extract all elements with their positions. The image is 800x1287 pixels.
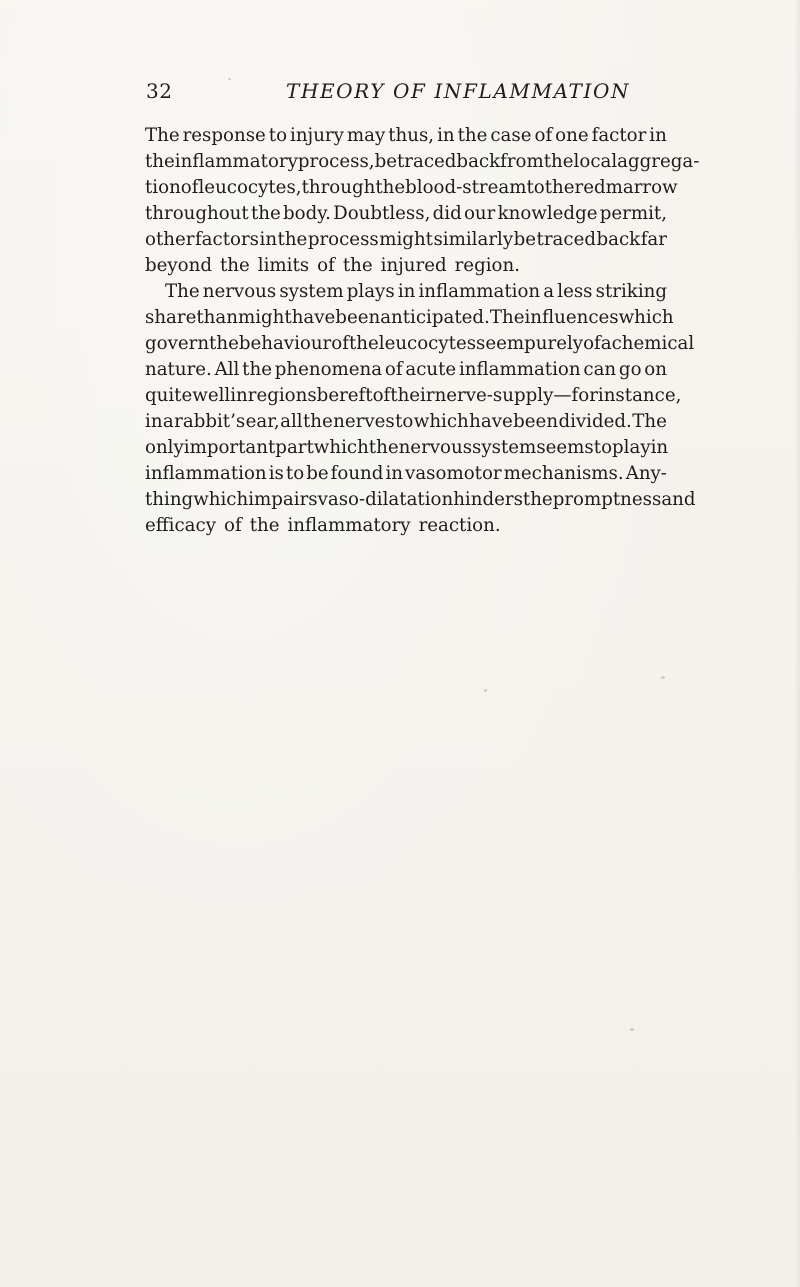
word: in <box>145 411 163 432</box>
word: throughout <box>145 203 249 224</box>
word: did <box>432 203 462 224</box>
word: only <box>145 437 184 458</box>
word: the <box>145 151 175 172</box>
word: a <box>600 333 612 354</box>
word: ear, <box>245 411 280 432</box>
word: mechanisms. <box>503 463 624 484</box>
text-line <box>145 461 667 487</box>
word: traced <box>396 151 457 172</box>
body-text <box>145 123 700 539</box>
word: can <box>583 359 617 380</box>
text-line <box>145 253 667 279</box>
paper-speck <box>228 78 231 80</box>
word: nature. <box>145 359 212 380</box>
word: quite <box>145 385 193 406</box>
word: might <box>237 307 292 328</box>
word: phenomena <box>274 359 383 380</box>
word: the <box>375 177 406 198</box>
word: of <box>384 359 403 380</box>
word: in <box>650 437 669 458</box>
word: leucocytes <box>378 333 477 354</box>
word: impairs <box>248 489 318 510</box>
word: the <box>302 411 333 432</box>
word: local <box>573 151 618 172</box>
word: in <box>230 385 248 406</box>
word: the <box>250 203 281 224</box>
text-line <box>145 331 695 357</box>
text-line <box>145 227 667 253</box>
word: back <box>456 151 501 172</box>
word: aggrega- <box>617 151 700 172</box>
word: behaviour <box>238 333 332 354</box>
word: and <box>661 489 696 510</box>
word: the <box>249 515 280 536</box>
text-line <box>145 487 696 513</box>
word: knowledge <box>497 203 598 224</box>
word: might <box>379 229 433 250</box>
word: in <box>397 281 416 302</box>
word: to <box>268 125 288 146</box>
word: injured <box>380 255 447 276</box>
word: inflammatory <box>174 151 298 172</box>
page-number: 32 <box>146 79 173 103</box>
word: have <box>291 307 336 328</box>
text-line <box>145 357 667 383</box>
word: be <box>306 463 329 484</box>
word: influences <box>524 307 619 328</box>
word: inflammatory <box>287 515 411 536</box>
word: thing <box>145 489 194 510</box>
word: to <box>593 437 613 458</box>
word: back <box>596 229 641 250</box>
word: to <box>526 177 545 198</box>
word: nerves <box>333 411 395 432</box>
word: other <box>145 229 195 250</box>
word: play <box>612 437 651 458</box>
word: the <box>209 333 239 354</box>
word: acute <box>405 359 457 380</box>
word: reaction. <box>418 515 501 536</box>
word: far <box>640 229 667 250</box>
word: The <box>145 125 180 146</box>
word: red <box>574 177 606 198</box>
text-line <box>145 383 682 409</box>
word: process <box>307 229 379 250</box>
word: similarly <box>433 229 514 250</box>
text-line <box>145 123 667 149</box>
word: limits <box>257 255 310 276</box>
word: of <box>317 255 335 276</box>
word: which <box>618 307 674 328</box>
word: the <box>544 177 575 198</box>
word: in <box>649 125 667 146</box>
word: vaso-dilatation <box>317 489 454 510</box>
text-line <box>145 305 674 331</box>
word: be <box>374 151 397 172</box>
word: efficacy <box>145 515 216 536</box>
word: our <box>463 203 496 224</box>
word: beyond <box>145 255 212 276</box>
word: share <box>145 307 197 328</box>
word: vasomotor <box>405 463 502 484</box>
word: seems <box>536 437 594 458</box>
word: in <box>259 229 278 250</box>
word: inflammation <box>145 463 267 484</box>
word: region. <box>454 255 520 276</box>
text-line <box>145 175 678 201</box>
word: of <box>224 515 242 536</box>
word: go <box>618 359 642 380</box>
word: one <box>555 125 589 146</box>
word: inflammation <box>458 359 581 380</box>
word: permit, <box>599 203 667 224</box>
text-line <box>145 435 667 461</box>
word: the <box>543 151 574 172</box>
word: may <box>346 125 386 146</box>
word: system <box>279 281 344 302</box>
text-line <box>145 513 667 539</box>
word: tion <box>145 177 181 198</box>
word: chemical <box>611 333 695 354</box>
text-line <box>145 409 667 435</box>
word: traced <box>536 229 596 250</box>
word: factor <box>591 125 647 146</box>
word: a <box>543 281 555 302</box>
word: of <box>331 333 349 354</box>
word: system <box>472 437 537 458</box>
paper-speck <box>484 689 487 692</box>
word: seem <box>476 333 525 354</box>
word: response <box>182 125 266 146</box>
word: which <box>193 489 249 510</box>
word: to <box>285 463 305 484</box>
word: been <box>335 307 381 328</box>
word: found <box>330 463 384 484</box>
word: well <box>192 385 231 406</box>
word: in <box>437 125 455 146</box>
word: of <box>180 177 199 198</box>
word: bereft <box>316 385 373 406</box>
word: striking <box>595 281 667 302</box>
word: body. <box>283 203 331 224</box>
word: Doubtless, <box>333 203 431 224</box>
word: factors <box>194 229 259 250</box>
word: nervous <box>398 437 473 458</box>
word: a <box>162 411 174 432</box>
word: anticipated. <box>380 307 490 328</box>
paper-speck <box>661 676 665 679</box>
paper-speck <box>630 1028 634 1031</box>
word: leucocytes, <box>198 177 302 198</box>
word: rabbit’s <box>174 411 246 432</box>
word: The <box>632 411 667 432</box>
text-line <box>145 279 667 305</box>
running-title: THEORY OF INFLAMMATION <box>286 79 631 103</box>
word: the <box>368 437 399 458</box>
word: have <box>469 411 513 432</box>
word: on <box>644 359 667 380</box>
word: The <box>489 307 525 328</box>
word: nerve-supply—for <box>434 385 598 406</box>
word: All <box>214 359 240 380</box>
word: important <box>183 437 276 458</box>
word: Any- <box>625 463 667 484</box>
word: divided. <box>558 411 632 432</box>
word: marrow <box>605 177 678 198</box>
word: the <box>277 229 308 250</box>
word: case <box>490 125 532 146</box>
word: inflammation <box>418 281 541 302</box>
text-line <box>145 201 667 227</box>
word: purely <box>524 333 584 354</box>
word: of <box>583 333 601 354</box>
word: of <box>372 385 391 406</box>
word: in <box>385 463 403 484</box>
word: the <box>220 255 250 276</box>
word: been <box>513 411 559 432</box>
word: process, <box>297 151 375 172</box>
word: their <box>390 385 435 406</box>
word: the <box>522 489 553 510</box>
word: from <box>500 151 544 172</box>
word: the <box>342 255 373 276</box>
text-line <box>145 149 700 175</box>
word: which <box>413 411 469 432</box>
word: promptness <box>552 489 662 510</box>
word: govern <box>145 333 210 354</box>
word: less <box>557 281 593 302</box>
word: instance, <box>597 385 682 406</box>
word: the <box>457 125 488 146</box>
word: The <box>165 281 200 302</box>
word: injury <box>290 125 344 146</box>
word: be <box>513 229 537 250</box>
word: the <box>242 359 272 380</box>
word: plays <box>346 281 395 302</box>
word: which <box>313 437 369 458</box>
word: than <box>196 307 238 328</box>
word: thus, <box>388 125 435 146</box>
word: to <box>395 411 414 432</box>
word: blood-stream <box>405 177 527 198</box>
word: of <box>534 125 553 146</box>
page-edge-shadow <box>794 0 800 1287</box>
word: regions <box>247 385 317 406</box>
word: nervous <box>202 281 277 302</box>
word: all <box>280 411 303 432</box>
running-head <box>146 78 666 104</box>
word: the <box>348 333 379 354</box>
word: through <box>301 177 376 198</box>
word: hinders <box>453 489 523 510</box>
word: is <box>268 463 284 484</box>
word: part <box>275 437 314 458</box>
